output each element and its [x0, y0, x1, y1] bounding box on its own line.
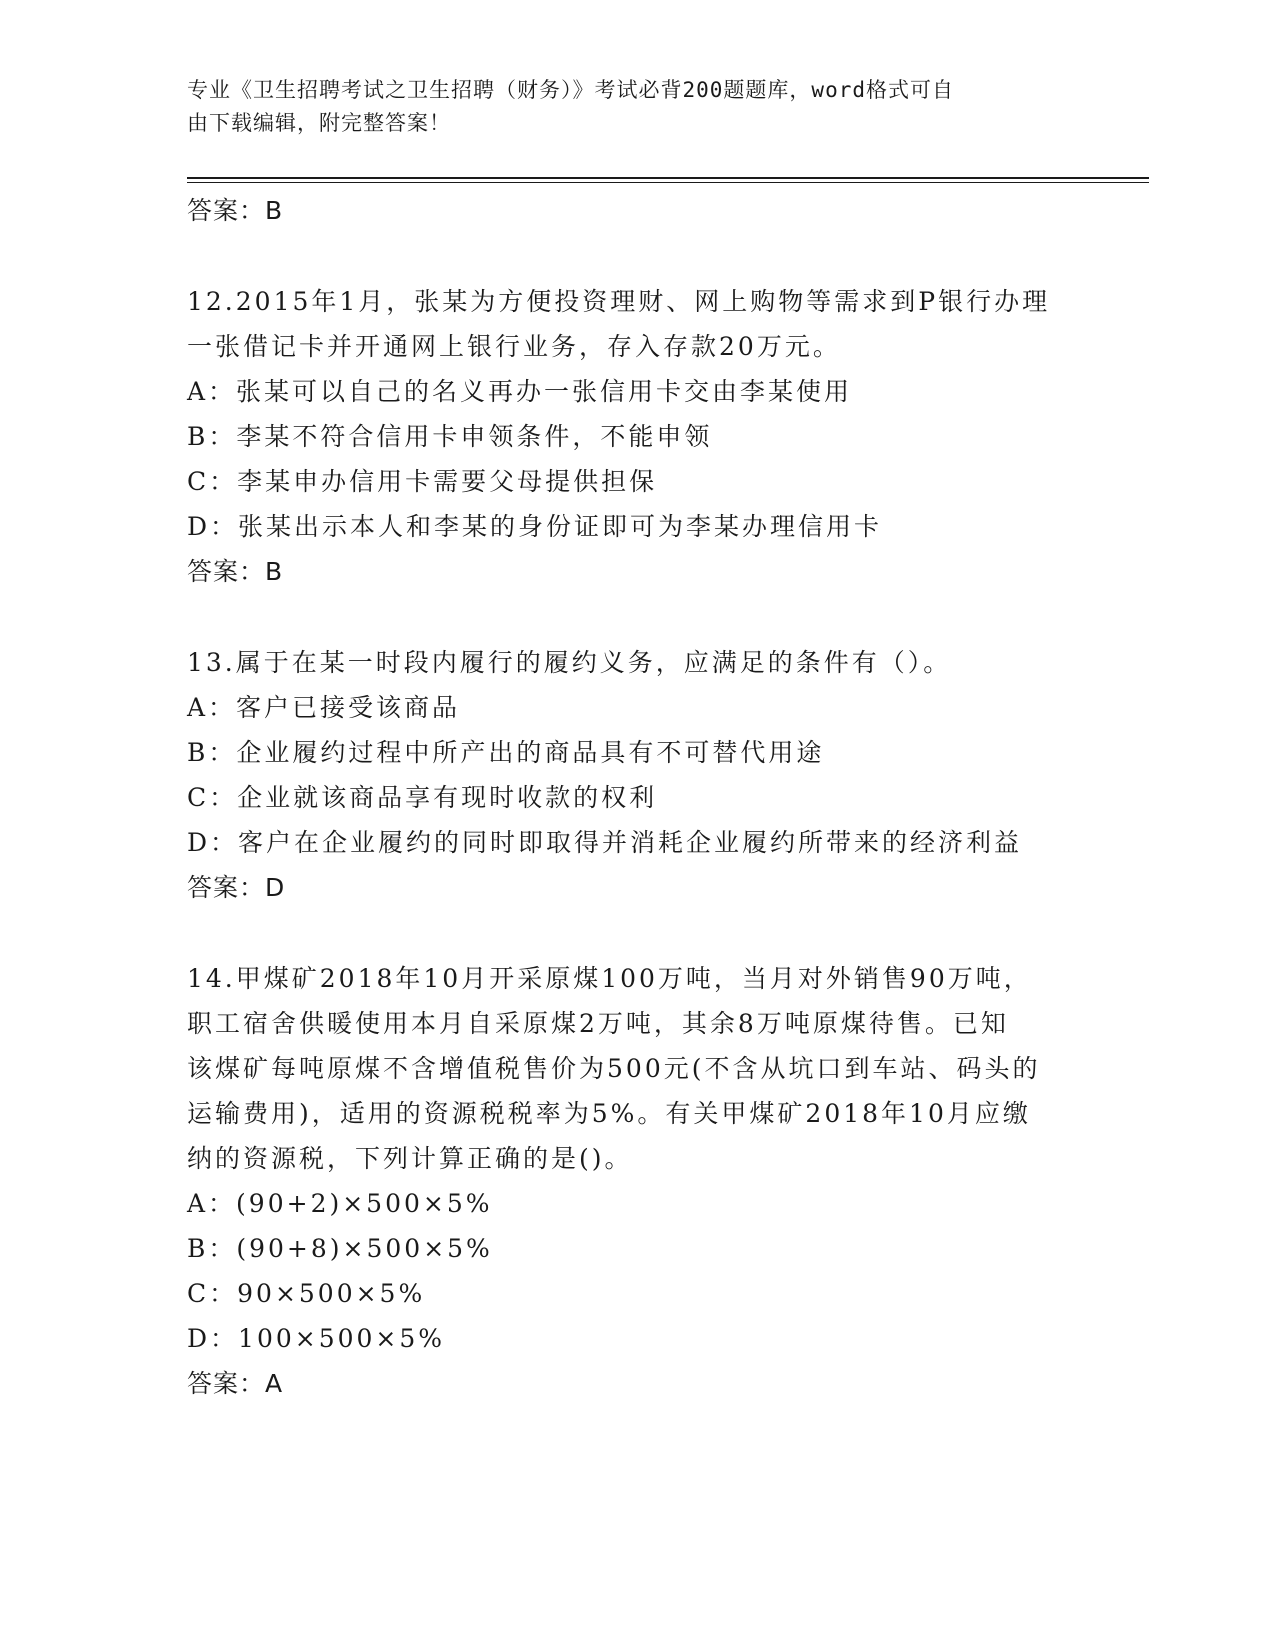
option-d: D：张某出示本人和李某的身份证即可为李某办理信用卡 — [187, 512, 883, 541]
option-b: B：(90+8)×500×5% — [187, 1234, 493, 1263]
question-13 — [187, 640, 1087, 910]
option-d: D：100×500×5% — [187, 1324, 446, 1353]
previous-answer: 答案：B — [187, 196, 284, 225]
question-stem-line: 一张借记卡并开通网上银行业务，存入存款20万元。 — [187, 332, 841, 361]
option-c: C：企业就该商品享有现时收款的权利 — [187, 783, 658, 812]
spacer — [187, 233, 1087, 279]
header-line-2: 由下载编辑，附完整答案！ — [187, 111, 451, 135]
header-divider-thick — [187, 177, 1149, 179]
question-stem-line: 职工宿舍供暖使用本月自采原煤2万吨，其余8万吨原煤待售。已知 — [187, 1009, 1009, 1038]
question-stem-line: 纳的资源税，下列计算正确的是()。 — [187, 1144, 633, 1173]
option-c: C：李某申办信用卡需要父母提供担保 — [187, 467, 658, 496]
question-stem-line: 该煤矿每吨原煤不含增值税售价为500元(不含从坑口到车站、码头的 — [187, 1054, 1041, 1083]
option-a: A：(90+2)×500×5% — [187, 1189, 493, 1218]
document-body — [187, 188, 1087, 1406]
spacer — [187, 594, 1087, 640]
option-a: A：张某可以自己的名义再办一张信用卡交由李某使用 — [187, 377, 853, 406]
header-divider-thin — [187, 182, 1149, 183]
option-c: C：90×500×5% — [187, 1279, 426, 1308]
question-stem-line: 13.属于在某一时段内履行的履约义务，应满足的条件有（）。 — [187, 648, 952, 677]
answer: 答案：A — [187, 1369, 284, 1398]
question-12 — [187, 279, 1087, 594]
question-stem-line: 运输费用)，适用的资源税税率为5%。有关甲煤矿2018年10月应缴 — [187, 1099, 1031, 1128]
document-header — [187, 74, 1067, 140]
option-d: D：客户在企业履约的同时即取得并消耗企业履约所带来的经济利益 — [187, 828, 1023, 857]
option-a: A：客户已接受该商品 — [187, 693, 461, 722]
header-line-1: 专业《卫生招聘考试之卫生招聘（财务）》考试必背200题题库，word格式可自 — [187, 78, 954, 102]
question-stem-line: 12.2015年1月，张某为方便投资理财、网上购物等需求到P银行办理 — [187, 287, 1051, 316]
question-stem-line: 14.甲煤矿2018年10月开采原煤100万吨，当月对外销售90万吨， — [187, 964, 1032, 993]
answer: 答案：B — [187, 557, 284, 586]
spacer — [187, 910, 1087, 956]
option-b: B：李某不符合信用卡申领条件，不能申领 — [187, 422, 713, 451]
question-14 — [187, 956, 1087, 1406]
answer: 答案：D — [187, 873, 286, 902]
option-b: B：企业履约过程中所产出的商品具有不可替代用途 — [187, 738, 825, 767]
